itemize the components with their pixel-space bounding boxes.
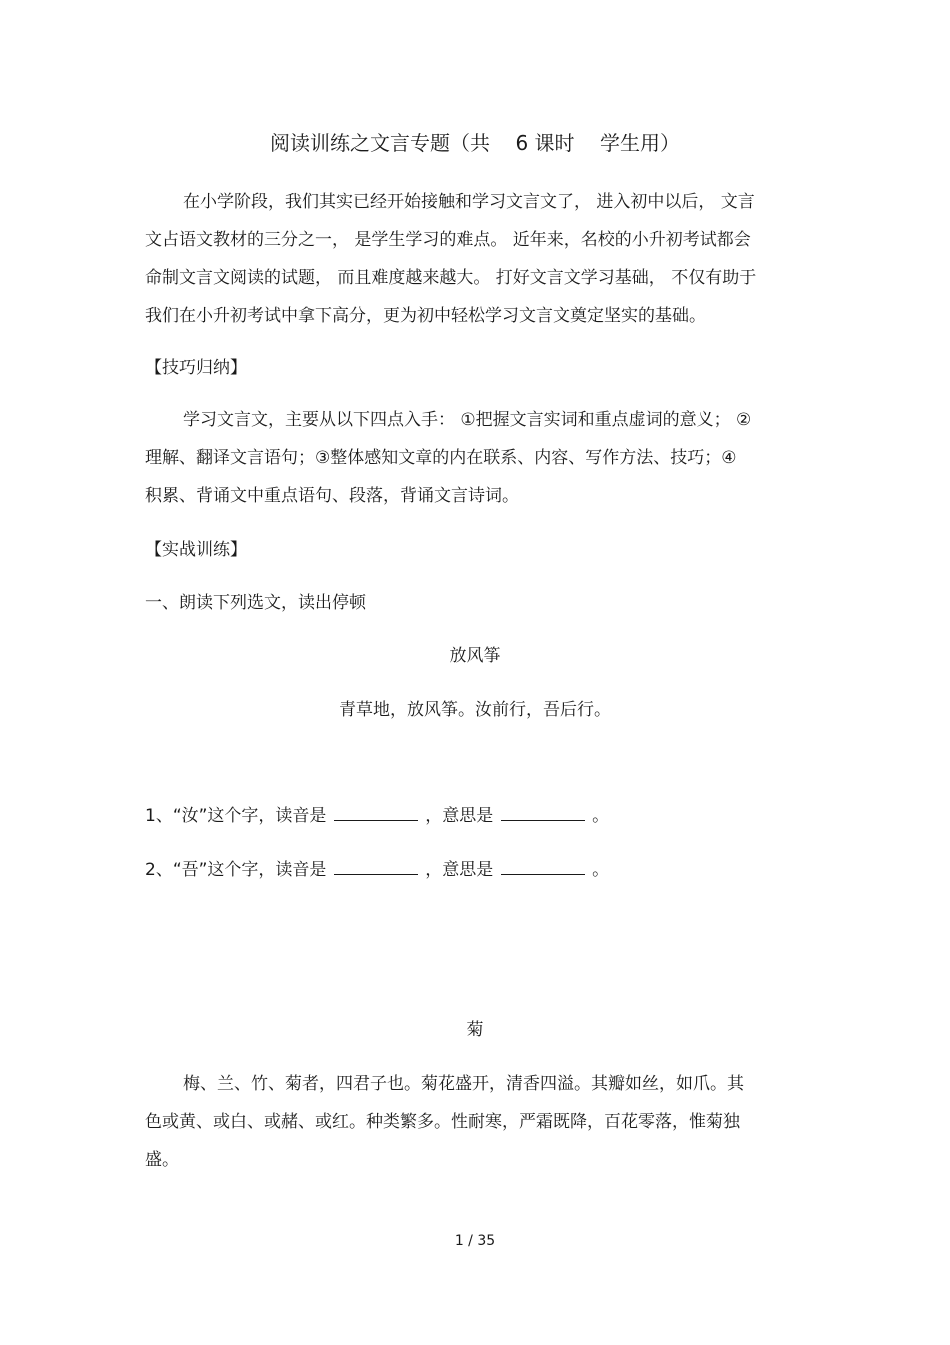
passage2-title: 菊	[466, 1020, 484, 1040]
question-1-pronunciation-blank[interactable]	[334, 806, 418, 821]
passage2-line-2: 色或黄、或白、或赭、或红。种类繁多。性耐寒，严霜既降，百花零落，惟菊独	[145, 1112, 740, 1132]
question-2-middle: ，意思是	[425, 860, 494, 880]
skills-heading: 【技巧归纳】	[145, 358, 247, 378]
passage2-line-3: 盛。	[145, 1150, 179, 1170]
intro-line-2: 文占语文教材的三分之一， 是学生学习的难点。 近年来，名校的小升初考试都会	[145, 230, 751, 250]
skills-line-1: 学习文言文，主要从以下四点入手： ①把握文言实词和重点虚词的意义； ②	[183, 410, 752, 430]
passage1-text: 青草地，放风筝。汝前行，吾后行。	[339, 700, 611, 720]
question-1-middle: ，意思是	[425, 806, 494, 826]
intro-line-3: 命制文言文阅读的试题， 而且难度越来越大。 打好文言文学习基础， 不仅有助于	[145, 268, 757, 288]
intro-line-4: 我们在小升初考试中拿下高分，更为初中轻松学习文言文奠定坚实的基础。	[145, 306, 706, 326]
question-2-meaning-blank[interactable]	[501, 860, 585, 875]
question-2-end: 。	[592, 860, 610, 880]
page-number: 1 / 35	[454, 1233, 496, 1249]
passage2-line-1: 梅、兰、竹、菊者，四君子也。菊花盛开，清香四溢。其瓣如丝，如爪。其	[183, 1074, 744, 1094]
intro-line-1: 在小学阶段，我们其实已经开始接触和学习文言文了， 进入初中以后， 文言	[183, 192, 755, 212]
skills-line-2: 理解、翻译文言语句；③整体感知文章的内在联系、内容、写作方法、技巧；④	[145, 448, 737, 468]
question-1-prefix: 1、“汝”这个字，读音是	[145, 806, 327, 826]
question-2	[145, 860, 609, 880]
question-2-pronunciation-blank[interactable]	[334, 860, 418, 875]
passage1-title: 放风筝	[449, 646, 501, 666]
question-1-end: 。	[592, 806, 610, 826]
question-2-prefix: 2、“吾”这个字，读音是	[145, 860, 327, 880]
question-1-meaning-blank[interactable]	[501, 806, 585, 821]
page-title: 阅读训练之文言专题（共 6 课时 学生用）	[270, 131, 680, 155]
practice-heading: 【实战训练】	[145, 540, 247, 560]
skills-line-3: 积累、背诵文中重点语句、段落，背诵文言诗词。	[145, 486, 519, 506]
question-intro: 一、朗读下列选文，读出停顿	[145, 593, 366, 613]
question-1	[145, 806, 609, 826]
